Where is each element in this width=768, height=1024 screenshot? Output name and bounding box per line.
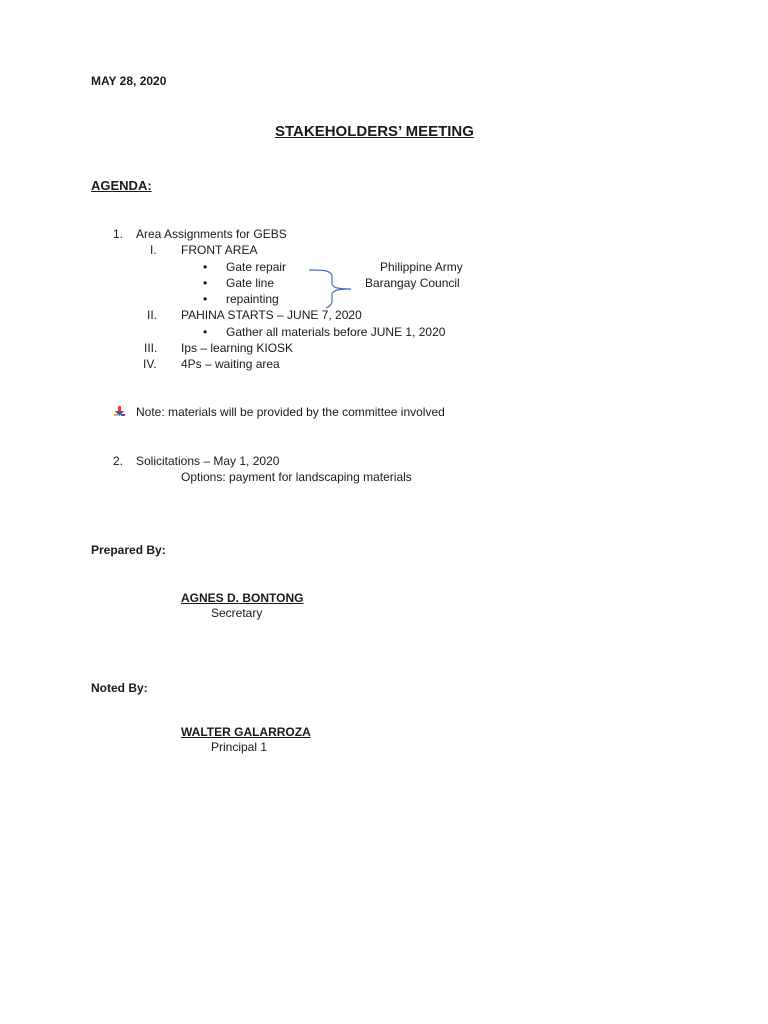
sub-1-label: FRONT AREA (181, 243, 258, 257)
prepared-by-position: Secretary (211, 606, 263, 620)
prepared-by-label: Prepared By: (91, 543, 166, 557)
bullet-repainting: repainting (226, 292, 279, 306)
sub-2-numeral: II. (147, 308, 158, 322)
sub-1-numeral: I. (150, 243, 157, 257)
colored-arrow-bullet-icon (114, 406, 125, 417)
bullet-gather-marker: • (203, 325, 208, 339)
item-2-options: Options: payment for landscaping materials (181, 470, 412, 484)
bullet-gate-repair: Gate repair (226, 260, 287, 274)
bullet-repainting-marker: • (203, 292, 208, 306)
bullet-gate-line-marker: • (203, 276, 208, 290)
assignee-philippine-army: Philippine Army (380, 260, 463, 274)
item-2-label: Solicitations – May 1, 2020 (136, 454, 280, 468)
item-2-number: 2. (113, 454, 124, 468)
sub-4-label: 4Ps – waiting area (181, 357, 280, 371)
note-text: Note: materials will be provided by the committee involved (136, 405, 445, 419)
sub-4-numeral: IV. (143, 357, 157, 371)
sub-3-label: Ips – learning KIOSK (181, 341, 294, 355)
curly-brace-icon (305, 266, 355, 310)
page-title: STAKEHOLDERS’ MEETING (275, 123, 474, 140)
agenda-label: AGENDA: (91, 178, 152, 193)
bullet-gate-line: Gate line (226, 276, 275, 290)
item-1-label: Area Assignments for GEBS (136, 227, 287, 241)
sub-3-numeral: III. (144, 341, 158, 355)
bullet-gather-materials: Gather all materials before JUNE 1, 2020 (226, 325, 446, 339)
meeting-date: MAY 28, 2020 (91, 74, 167, 88)
prepared-by-name: AGNES D. BONTONG (181, 591, 304, 605)
sub-2-label: PAHINA STARTS – JUNE 7, 2020 (181, 308, 362, 322)
bullet-gate-repair-marker: • (203, 260, 208, 274)
noted-by-name: WALTER GALARROZA (181, 725, 311, 739)
noted-by-position: Principal 1 (211, 740, 268, 754)
noted-by-label: Noted By: (91, 681, 148, 695)
item-1-number: 1. (113, 227, 124, 241)
assignee-barangay-council: Barangay Council (365, 276, 460, 290)
